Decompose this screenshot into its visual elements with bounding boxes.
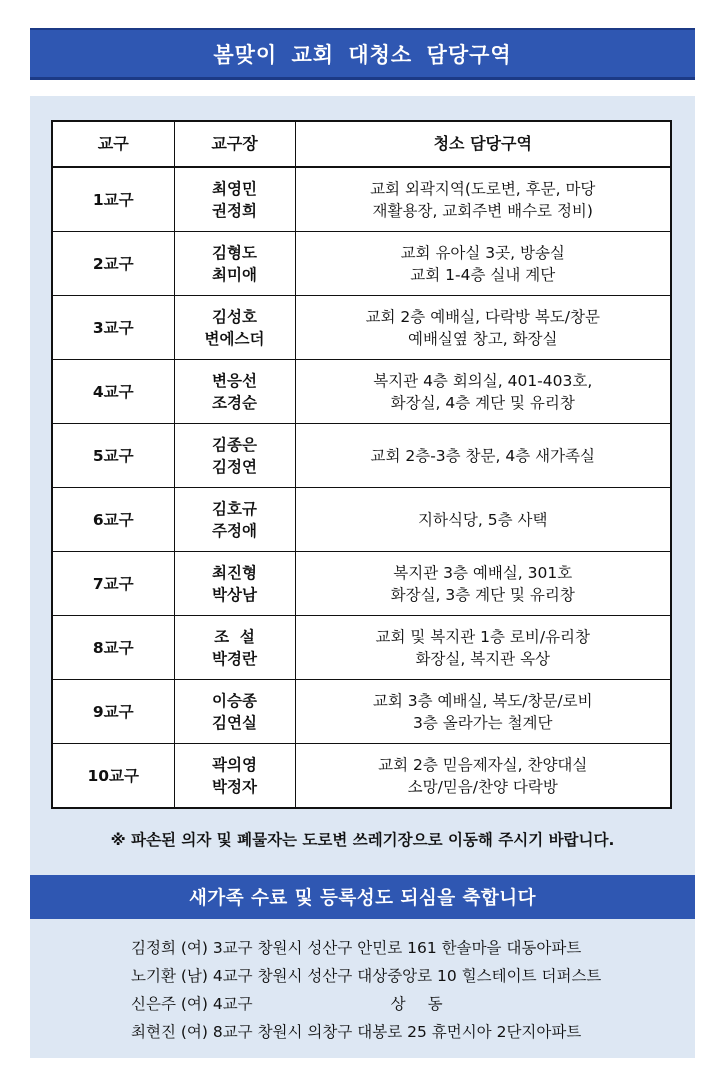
new-member-list: [131, 934, 691, 1046]
district-cell: 2교구: [52, 232, 174, 296]
table-header-row: [52, 121, 671, 167]
header-district: 교구: [52, 121, 174, 167]
leaders-cell: [174, 552, 295, 616]
area-line: 복지관 3층 예배실, 301호: [393, 563, 573, 582]
leader-name: 조경순: [212, 393, 257, 412]
area-line: 지하식당, 5층 사택: [418, 510, 548, 529]
district-cell: 4교구: [52, 360, 174, 424]
leaders-cell: [174, 744, 295, 809]
area-cell: [295, 232, 671, 296]
leaders-cell: [174, 167, 295, 232]
area-line: 재활용장, 교회주변 배수로 정비): [372, 201, 593, 220]
area-cell: [295, 552, 671, 616]
table-row: [52, 167, 671, 232]
page-title: 봄맞이 교회 대청소 담당구역: [213, 42, 512, 67]
table-row: [52, 296, 671, 360]
area-line: 화장실, 4층 계단 및 유리창: [390, 393, 575, 412]
area-cell: [295, 167, 671, 232]
area-cell: [295, 296, 671, 360]
leader-name: 조 설: [214, 627, 255, 646]
disposal-notice: ※ 파손된 의자 및 폐물자는 도로변 쓰레기장으로 이동해 주시기 바랍니다.: [110, 831, 615, 849]
leaders-cell: [174, 616, 295, 680]
leaders-cell: [174, 424, 295, 488]
leader-name: 이승종: [212, 691, 257, 710]
table-row: [52, 232, 671, 296]
area-line: 화장실, 복지관 옥상: [415, 649, 551, 668]
list-item: 노기환 (남) 4교구 창원시 성산구 대상중앙로 10 힐스테이트 더퍼스트: [131, 967, 602, 985]
area-cell: [295, 488, 671, 552]
cleaning-duty-table: [51, 120, 672, 809]
table-row: [52, 424, 671, 488]
leader-name: 최진형: [212, 563, 257, 582]
area-cell: [295, 360, 671, 424]
area-line: 교회 3층 예배실, 복도/창문/로비: [372, 691, 593, 710]
header-leader: 교구장: [174, 121, 295, 167]
leader-name: 김형도: [212, 243, 257, 262]
area-cell: [295, 616, 671, 680]
area-line: 예배실옆 창고, 화장실: [407, 329, 558, 348]
table-row: [52, 360, 671, 424]
area-line: 3층 올라가는 철계단: [412, 713, 553, 732]
leaders-cell: [174, 360, 295, 424]
leader-name: 변응선: [212, 371, 257, 390]
leader-name: 박경란: [212, 649, 257, 668]
district-cell: 5교구: [52, 424, 174, 488]
district-cell: 3교구: [52, 296, 174, 360]
leaders-cell: [174, 680, 295, 744]
area-line: 교회 유아실 3곳, 방송실: [400, 243, 565, 262]
leaders-cell: [174, 232, 295, 296]
district-cell: 7교구: [52, 552, 174, 616]
table-row: [52, 680, 671, 744]
leader-name: 주정애: [212, 521, 257, 540]
leader-name: 변에스더: [204, 329, 265, 348]
area-line: 교회 및 복지관 1층 로비/유리창: [375, 627, 590, 646]
area-line: 소망/믿음/찬양 다락방: [407, 777, 558, 796]
district-cell: 9교구: [52, 680, 174, 744]
leaders-cell: [174, 488, 295, 552]
area-line: 교회 1-4층 실내 계단: [410, 265, 556, 284]
district-cell: 8교구: [52, 616, 174, 680]
leader-name: 김연실: [212, 713, 257, 732]
header-area: 청소 담당구역: [295, 121, 671, 167]
leader-name: 김성호: [212, 307, 257, 326]
leader-name: 김정연: [212, 457, 257, 476]
district-cell: 6교구: [52, 488, 174, 552]
table-row: [52, 488, 671, 552]
member-address: 상동: [390, 995, 465, 1013]
leader-name: 권정희: [212, 201, 257, 220]
list-item: [131, 990, 691, 1018]
member-info: 신은주 (여) 4교구: [131, 995, 253, 1013]
list-item: 김정희 (여) 3교구 창원시 성산구 안민로 161 한솔마을 대동아파트: [131, 939, 582, 957]
leader-name: 박상남: [212, 585, 257, 604]
title-banner: [30, 28, 695, 80]
welcome-banner: [30, 875, 695, 919]
leader-name: 김호규: [212, 499, 257, 518]
area-cell: [295, 744, 671, 809]
list-item: 최현진 (여) 8교구 창원시 의창구 대봉로 25 휴먼시아 2단지아파트: [131, 1023, 582, 1041]
district-cell: 10교구: [52, 744, 174, 809]
leaders-cell: [174, 296, 295, 360]
area-cell: [295, 680, 671, 744]
area-cell: [295, 424, 671, 488]
area-line: 교회 2층 믿음제자실, 찬양대실: [378, 755, 588, 774]
area-line: 교회 외곽지역(도로변, 후문, 마당: [370, 179, 596, 198]
district-cell: 1교구: [52, 167, 174, 232]
leader-name: 최미애: [212, 265, 257, 284]
leader-name: 곽의영: [212, 755, 257, 774]
leader-name: 최영민: [212, 179, 257, 198]
area-line: 교회 2층 예배실, 다락방 복도/창문: [365, 307, 600, 326]
area-line: 복지관 4층 회의실, 401-403호,: [373, 371, 593, 390]
table-row: [52, 744, 671, 809]
leader-name: 박정자: [212, 777, 257, 796]
leader-name: 김종은: [212, 435, 257, 454]
area-line: 화장실, 3층 계단 및 유리창: [390, 585, 575, 604]
table-row: [52, 616, 671, 680]
table-row: [52, 552, 671, 616]
area-line: 교회 2층-3층 창문, 4층 새가족실: [370, 446, 596, 465]
welcome-title: 새가족 수료 및 등록성도 되심을 축합니다: [188, 888, 536, 909]
